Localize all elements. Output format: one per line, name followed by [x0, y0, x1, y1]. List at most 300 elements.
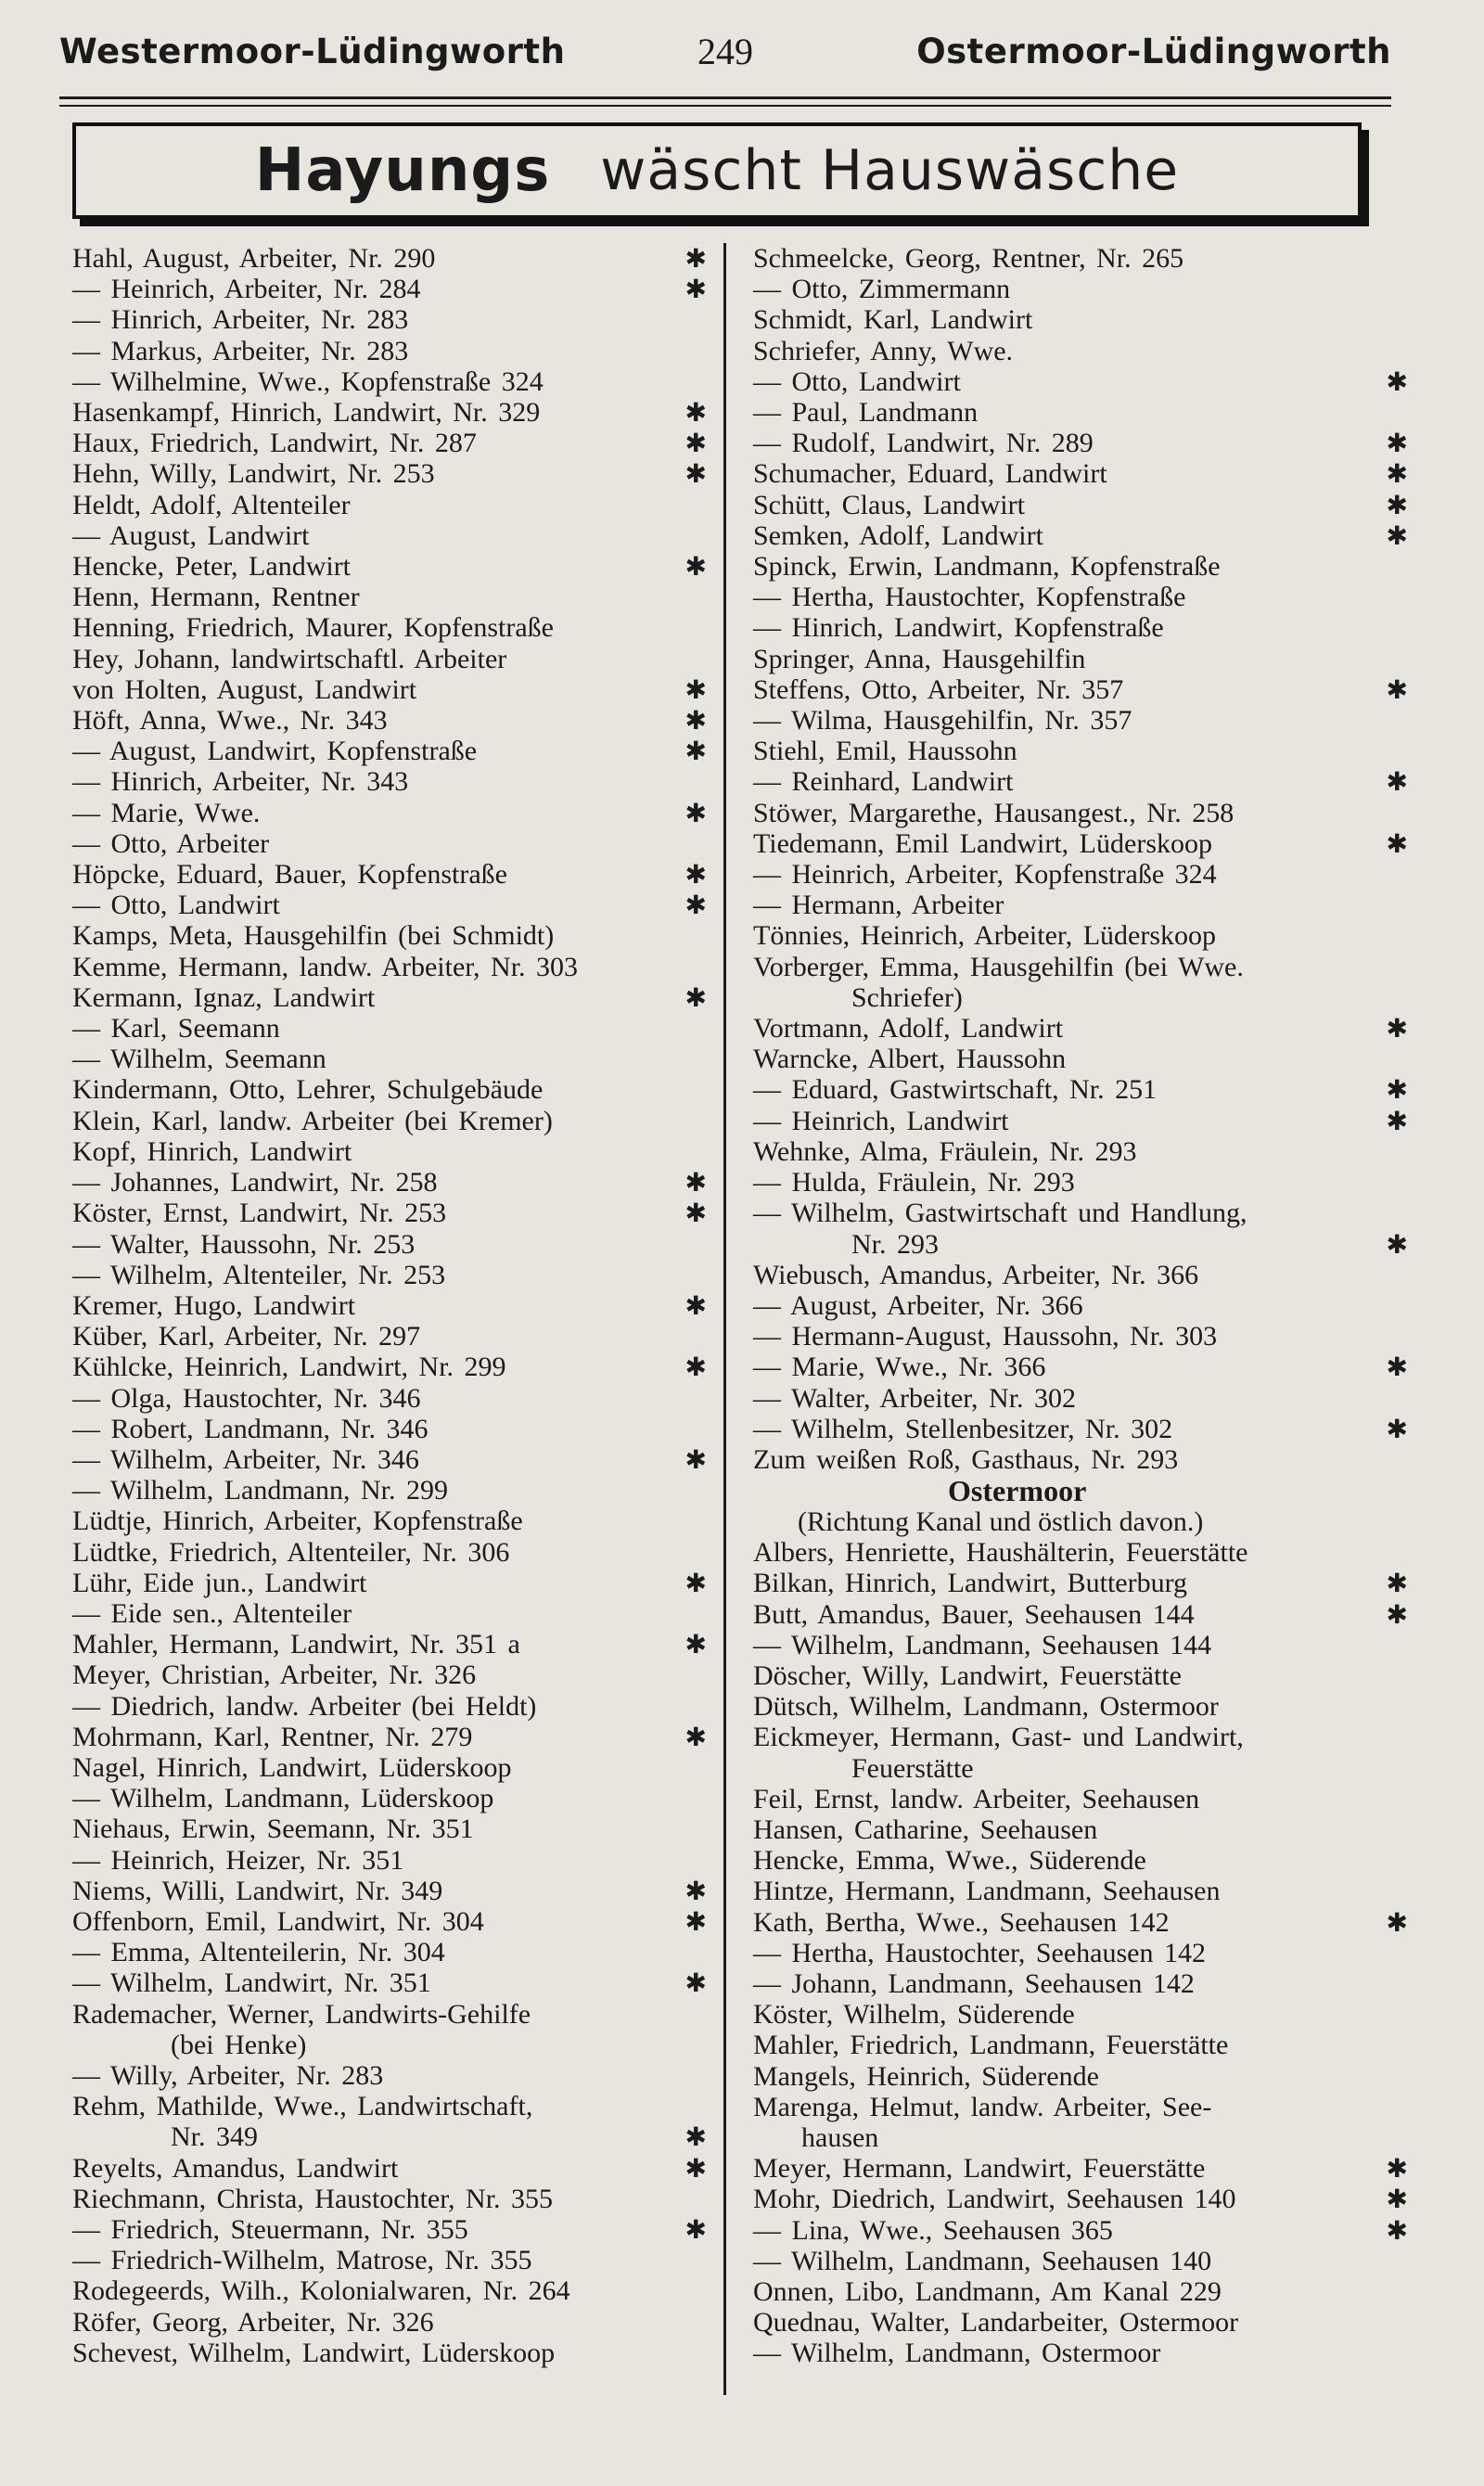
directory-entry — [753, 2307, 1417, 2338]
entry-text: — Walter, Haussohn, Nr. 253 — [72, 1228, 416, 1260]
entry-text: — Friedrich-Wilhelm, Matrose, Nr. 355 — [72, 2245, 532, 2276]
entry-text: — August, Arbeiter, Nr. 366 — [753, 1289, 1083, 1321]
page-header — [59, 26, 1391, 78]
entry-text: — Wilhelm, Landmann, Ostermoor — [753, 2338, 1161, 2369]
entry-text: — Johannes, Landwirt, Nr. 258 — [72, 1167, 438, 1198]
entry-text: — Hertha, Haustochter, Kopfenstraße — [753, 582, 1186, 613]
entry-text: Vorberger, Emma, Hausgehilfin (bei Wwe. — [753, 951, 1244, 982]
directory-entry — [753, 952, 1417, 982]
star-marker-icon: ✱ — [684, 1875, 707, 1906]
entry-text: Springer, Anna, Hausgehilfin — [753, 643, 1086, 674]
entry-text: — Hertha, Haustochter, Seehausen 142 — [753, 1937, 1206, 1968]
star-marker-icon: ✱ — [1386, 519, 1408, 551]
star-marker-icon: ✱ — [1386, 2153, 1408, 2185]
entry-text: Haux, Friedrich, Landwirt, Nr. 287 — [72, 428, 477, 459]
directory-entry — [753, 859, 1417, 890]
directory-entry — [753, 674, 1417, 705]
directory-entry — [72, 890, 712, 920]
entry-text: — Wilhelm, Landmann, Seehausen 144 — [753, 1629, 1212, 1660]
directory-entry — [72, 1876, 712, 1906]
directory-entry — [72, 1537, 712, 1568]
directory-entry — [753, 1321, 1417, 1352]
directory-entry — [753, 397, 1417, 428]
ad-brand-name: Hayungs — [254, 136, 551, 205]
directory-entry — [753, 1876, 1417, 1906]
directory-entry — [72, 1444, 712, 1475]
entry-text: Spinck, Erwin, Landmann, Kopfenstraße — [753, 551, 1221, 583]
entry-text: — Heinrich, Arbeiter, Kopfenstraße 324 — [753, 859, 1217, 891]
entry-text: Kremer, Hugo, Landwirt — [72, 1289, 356, 1321]
directory-entry-continuation — [753, 2122, 1417, 2153]
directory-entry — [753, 243, 1417, 274]
directory-entry — [753, 2276, 1417, 2307]
entry-text: Onnen, Libo, Landmann, Am Kanal 229 — [753, 2276, 1222, 2307]
entry-text: Schütt, Claus, Landwirt — [753, 489, 1025, 520]
star-marker-icon: ✱ — [1386, 489, 1408, 520]
entry-text: Zum weißen Roß, Gasthaus, Nr. 293 — [753, 1443, 1179, 1475]
entry-text: von Holten, August, Landwirt — [72, 673, 417, 705]
star-marker-icon: ✱ — [1386, 1013, 1408, 1044]
entry-text: — Reinhard, Landwirt — [753, 766, 1014, 798]
directory-entry — [753, 920, 1417, 951]
entry-text: Küber, Karl, Arbeiter, Nr. 297 — [72, 1321, 421, 1352]
directory-entry — [753, 2153, 1417, 2184]
section-subheading: (Richtung Kanal und östlich davon.) — [798, 1506, 1204, 1538]
directory-entry — [72, 1568, 712, 1598]
directory-entry — [72, 1290, 712, 1321]
header-rule-top — [59, 96, 1391, 99]
entry-text: Niems, Willi, Landwirt, Nr. 349 — [72, 1875, 443, 1906]
entry-text: — August, Landwirt — [72, 519, 310, 551]
entry-text: Kath, Bertha, Wwe., Seehausen 142 — [753, 1906, 1170, 1938]
star-marker-icon: ✱ — [684, 2152, 707, 2184]
star-marker-icon: ✱ — [684, 1198, 707, 1229]
directory-entry — [72, 982, 712, 1013]
directory-entry — [72, 1044, 712, 1074]
star-marker-icon: ✱ — [1386, 766, 1408, 798]
entry-text: — Olga, Haustochter, Nr. 346 — [72, 1382, 421, 1414]
entry-text: Quednau, Walter, Landarbeiter, Ostermoor — [753, 2307, 1239, 2339]
directory-entry — [753, 1013, 1417, 1044]
entry-text: Bilkan, Hinrich, Landwirt, Butterburg — [753, 1568, 1188, 1599]
star-marker-icon: ✱ — [684, 458, 707, 490]
directory-entry — [753, 1074, 1417, 1105]
directory-entry — [72, 705, 712, 736]
section-heading: Ostermoor — [948, 1474, 1087, 1508]
entry-text: — Wilhelm, Arbeiter, Nr. 346 — [72, 1443, 419, 1475]
directory-entry — [72, 1352, 712, 1382]
star-marker-icon: ✱ — [1386, 1352, 1408, 1383]
entry-text: Mohrmann, Karl, Rentner, Nr. 279 — [72, 1721, 473, 1752]
star-marker-icon: ✱ — [684, 243, 707, 274]
directory-entry — [72, 1506, 712, 1536]
entry-text: Lühr, Eide jun., Landwirt — [72, 1567, 367, 1598]
directory-entry — [753, 1814, 1417, 1845]
directory-entry-continuation — [753, 1753, 1417, 1784]
directory-entry — [753, 1260, 1417, 1290]
entry-text: — Wilhelm, Gastwirtschaft und Handlung, — [753, 1198, 1247, 1229]
directory-entry — [753, 2246, 1417, 2276]
star-marker-icon: ✱ — [1386, 1105, 1408, 1136]
directory-entry — [72, 1414, 712, 1444]
entry-text: Schumacher, Eduard, Landwirt — [753, 458, 1107, 490]
entry-text: Döscher, Willy, Landwirt, Feuerstätte — [753, 1659, 1182, 1691]
directory-entry — [753, 2184, 1417, 2214]
entry-text: — Lina, Wwe., Seehausen 365 — [753, 2214, 1113, 2246]
star-marker-icon: ✱ — [1386, 1413, 1408, 1444]
entry-text: — Johann, Landmann, Seehausen 142 — [753, 1967, 1195, 1999]
directory-entry — [72, 520, 712, 551]
directory-entry — [72, 1475, 712, 1506]
entry-text: Stiehl, Emil, Haussohn — [753, 736, 1017, 767]
star-marker-icon: ✱ — [684, 1352, 707, 1383]
entry-text: Rehm, Mathilde, Wwe., Landwirtschaft, — [72, 2091, 533, 2122]
directory-entry-continuation — [72, 2030, 712, 2060]
directory-entry — [753, 1630, 1417, 1660]
entry-text: Schriefer) — [851, 981, 963, 1013]
directory-entry — [753, 304, 1417, 335]
entry-text: Stöwer, Margarethe, Hausangest., Nr. 258 — [753, 797, 1235, 828]
directory-entry — [753, 798, 1417, 828]
ad-slogan: wäscht Hauswäsche — [600, 138, 1180, 203]
directory-entry — [72, 920, 712, 951]
star-marker-icon: ✱ — [684, 1721, 707, 1752]
entry-text: — Otto, Landwirt — [753, 365, 961, 397]
directory-entry — [72, 458, 712, 489]
entry-text: — Eide sen., Altenteiler — [72, 1597, 352, 1629]
directory-entry — [753, 1599, 1417, 1630]
entry-text: — Wilhelm, Landwirt, Nr. 351 — [72, 1967, 431, 1999]
directory-entry — [72, 1967, 712, 1998]
directory-entry — [753, 2061, 1417, 2092]
directory-entry — [753, 705, 1417, 736]
directory-entry — [72, 644, 712, 674]
directory-entry — [753, 336, 1417, 366]
star-marker-icon: ✱ — [1386, 2184, 1408, 2215]
entry-text: Kühlcke, Heinrich, Landwirt, Nr. 299 — [72, 1352, 506, 1383]
star-marker-icon: ✱ — [684, 551, 707, 583]
advertisement-banner — [72, 122, 1362, 219]
entry-text: Tiedemann, Emil Landwirt, Lüderskoop — [753, 827, 1212, 859]
entry-text: Lüdtke, Friedrich, Altenteiler, Nr. 306 — [72, 1536, 510, 1568]
star-marker-icon: ✱ — [684, 890, 707, 921]
entry-text: Hehn, Willy, Landwirt, Nr. 253 — [72, 458, 435, 490]
entry-text: — Otto, Landwirt — [72, 890, 280, 921]
directory-entry — [72, 1013, 712, 1044]
directory-entry — [753, 1444, 1417, 1475]
directory-entry — [753, 1537, 1417, 1568]
entry-text: — Wilhelm, Landmann, Seehausen 140 — [753, 2245, 1212, 2276]
entry-text: — Heinrich, Arbeiter, Nr. 284 — [72, 274, 421, 305]
directory-entry — [753, 582, 1417, 612]
entry-text: — Rudolf, Landwirt, Nr. 289 — [753, 428, 1094, 459]
entry-text: Henn, Hermann, Rentner — [72, 582, 360, 613]
directory-entry — [72, 1167, 712, 1198]
directory-entry — [72, 612, 712, 643]
directory-entry — [72, 274, 712, 304]
directory-entry — [753, 1136, 1417, 1167]
directory-entry — [72, 1691, 712, 1722]
directory-entry — [72, 2091, 712, 2121]
star-marker-icon: ✱ — [1386, 1598, 1408, 1630]
left-column-list — [72, 243, 712, 2368]
entry-text: Marenga, Helmut, landw. Arbeiter, See- — [753, 2091, 1212, 2122]
directory-entry — [753, 1352, 1417, 1382]
entry-text: Rademacher, Werner, Landwirts-Gehilfe — [72, 1998, 531, 2030]
directory-entry — [72, 1198, 712, 1228]
directory-entry — [753, 1907, 1417, 1938]
directory-entry — [72, 304, 712, 335]
star-marker-icon: ✱ — [1386, 428, 1408, 459]
star-marker-icon: ✱ — [684, 1289, 707, 1321]
star-marker-icon: ✱ — [684, 274, 707, 305]
directory-entry — [753, 766, 1417, 797]
star-marker-icon: ✱ — [684, 2121, 707, 2153]
entry-text: Schevest, Wilhelm, Landwirt, Lüderskoop — [72, 2337, 556, 2368]
directory-entry — [72, 551, 712, 582]
directory-entry — [72, 1659, 712, 1690]
entry-text: Klein, Karl, landw. Arbeiter (bei Kremer) — [72, 1105, 553, 1136]
entry-text: — August, Landwirt, Kopfenstraße — [72, 736, 478, 767]
entry-text: — Hinrich, Landwirt, Kopfenstraße — [753, 612, 1164, 644]
star-marker-icon: ✱ — [684, 673, 707, 705]
entry-text: — Hermann, Arbeiter — [753, 890, 1004, 921]
directory-entry — [753, 1568, 1417, 1598]
directory-entry — [72, 1260, 712, 1290]
entry-text: Höft, Anna, Wwe., Nr. 343 — [72, 705, 388, 737]
star-marker-icon: ✱ — [1386, 2214, 1408, 2246]
directory-entry — [753, 1044, 1417, 1074]
entry-text: — Hinrich, Arbeiter, Nr. 343 — [72, 766, 409, 798]
entry-text: — Wilhelm, Landmann, Nr. 299 — [72, 1475, 449, 1506]
entry-text: — Wilhelmine, Wwe., Kopfenstraße 324 — [72, 365, 544, 397]
entry-text: Hencke, Emma, Wwe., Süderende — [753, 1845, 1146, 1877]
entry-text: — Otto, Arbeiter — [72, 827, 270, 859]
directory-entry — [753, 644, 1417, 674]
column-divider — [723, 243, 726, 2395]
directory-entry — [72, 2184, 712, 2214]
entry-text: — Wilhelm, Seemann — [72, 1044, 326, 1075]
star-marker-icon: ✱ — [684, 1167, 707, 1198]
entry-text: Lüdtje, Hinrich, Arbeiter, Kopfenstraße — [72, 1506, 523, 1537]
entry-text: Schriefer, Anny, Wwe. — [753, 335, 1014, 366]
directory-entry — [72, 336, 712, 366]
directory-entry — [72, 1752, 712, 1783]
directory-entry — [753, 428, 1417, 458]
directory-entry — [753, 1968, 1417, 1999]
page-number: 249 — [697, 31, 753, 72]
directory-entry — [72, 1783, 712, 1813]
entry-text: Höpcke, Eduard, Bauer, Kopfenstraße — [72, 859, 507, 891]
directory-entry — [753, 551, 1417, 582]
entry-text: Tönnies, Heinrich, Arbeiter, Lüderskoop — [753, 920, 1217, 952]
entry-text: Kermann, Ignaz, Landwirt — [72, 981, 376, 1013]
entry-text: — Wilhelm, Stellenbesitzer, Nr. 302 — [753, 1413, 1173, 1444]
directory-entry — [72, 798, 712, 828]
directory-entry — [753, 2215, 1417, 2246]
entry-text: — Heinrich, Heizer, Nr. 351 — [72, 1844, 404, 1876]
star-marker-icon: ✱ — [1386, 1906, 1408, 1938]
directory-entry — [72, 1813, 712, 1844]
entry-text: Henning, Friedrich, Maurer, Kopfenstraße — [72, 612, 554, 644]
directory-entry — [753, 612, 1417, 643]
directory-entry — [72, 1598, 712, 1629]
directory-entry — [72, 2338, 712, 2368]
directory-entry — [753, 520, 1417, 551]
directory-entry — [753, 1660, 1417, 1691]
directory-entry — [72, 674, 712, 705]
entry-text: Feuerstätte — [851, 1752, 974, 1784]
entry-text: — Robert, Landmann, Nr. 346 — [72, 1413, 429, 1444]
star-marker-icon: ✱ — [684, 981, 707, 1013]
entry-text: Dütsch, Wilhelm, Landmann, Ostermoor — [753, 1691, 1219, 1723]
directory-entry — [753, 366, 1417, 397]
directory-entry — [72, 366, 712, 397]
entry-text: — Wilma, Hausgehilfin, Nr. 357 — [753, 705, 1132, 737]
directory-entry — [72, 2214, 712, 2245]
star-marker-icon: ✱ — [684, 1567, 707, 1598]
entry-text: Warncke, Albert, Haussohn — [753, 1044, 1067, 1075]
star-marker-icon: ✱ — [1386, 1228, 1408, 1260]
directory-entry — [753, 1999, 1417, 2030]
entry-text: — Walter, Arbeiter, Nr. 302 — [753, 1382, 1077, 1414]
star-marker-icon: ✱ — [684, 859, 707, 891]
directory-entry — [72, 1321, 712, 1352]
directory-entry — [72, 1229, 712, 1260]
directory-entry — [72, 1106, 712, 1136]
directory-entry — [753, 2338, 1417, 2368]
entry-text: Meyer, Christian, Arbeiter, Nr. 326 — [72, 1659, 477, 1691]
header-rule-bottom — [59, 105, 1391, 107]
star-marker-icon: ✱ — [1386, 1074, 1408, 1106]
directory-entry — [72, 766, 712, 797]
star-marker-icon: ✱ — [684, 397, 707, 429]
directory-entry — [753, 1845, 1417, 1876]
directory-entry — [72, 2060, 712, 2091]
directory-entry — [72, 1937, 712, 1967]
directory-entry — [72, 397, 712, 428]
directory-entry — [72, 243, 712, 274]
entry-text: — Friedrich, Steuermann, Nr. 355 — [72, 2214, 468, 2245]
directory-entry — [753, 1938, 1417, 1968]
star-marker-icon: ✱ — [684, 705, 707, 737]
directory-entry — [753, 1414, 1417, 1444]
entry-text: — Wilhelm, Altenteiler, Nr. 253 — [72, 1259, 446, 1290]
entry-text: — Willy, Arbeiter, Nr. 283 — [72, 2059, 384, 2091]
entry-text: — Wilhelm, Landmann, Lüderskoop — [72, 1783, 494, 1814]
entry-text: Semken, Adolf, Landwirt — [753, 519, 1043, 551]
entry-text: Feil, Ernst, landw. Arbeiter, Seehausen — [753, 1783, 1200, 1814]
entry-text: — Emma, Altenteilerin, Nr. 304 — [72, 1937, 445, 1968]
directory-entry — [753, 2092, 1417, 2122]
directory-entry — [72, 428, 712, 458]
star-marker-icon: ✱ — [1386, 1568, 1408, 1599]
directory-entry-continuation — [753, 1229, 1417, 1260]
right-column-list — [753, 243, 1417, 2369]
entry-text: Nagel, Hinrich, Landwirt, Lüderskoop — [72, 1751, 512, 1783]
directory-entry — [72, 1074, 712, 1105]
directory-entry — [753, 1167, 1417, 1198]
entry-text: Hasenkampf, Hinrich, Landwirt, Nr. 329 — [72, 397, 541, 429]
directory-entry — [753, 2030, 1417, 2060]
directory-entry — [72, 490, 712, 520]
star-marker-icon: ✱ — [684, 1967, 707, 1999]
entry-text: Hahl, August, Arbeiter, Nr. 290 — [72, 243, 436, 274]
directory-entry — [72, 582, 712, 612]
entry-text: Heldt, Adolf, Altenteiler — [72, 489, 351, 520]
directory-entry — [753, 1722, 1417, 1752]
star-marker-icon: ✱ — [684, 1443, 707, 1475]
entry-text: Offenborn, Emil, Landwirt, Nr. 304 — [72, 1905, 484, 1937]
entry-text: — Otto, Zimmermann — [753, 274, 1011, 305]
entry-text: Meyer, Hermann, Landwirt, Feuerstätte — [753, 2153, 1206, 2185]
entry-text: — Eduard, Gastwirtschaft, Nr. 251 — [753, 1074, 1158, 1106]
directory-entry — [72, 2245, 712, 2275]
entry-text: Butt, Amandus, Bauer, Seehausen 144 — [753, 1598, 1195, 1630]
entry-text: Kopf, Hinrich, Landwirt — [72, 1135, 352, 1167]
entry-text: Eickmeyer, Hermann, Gast- und Landwirt, — [753, 1722, 1244, 1753]
entry-text: — Diedrich, landw. Arbeiter (bei Heldt) — [72, 1690, 537, 1722]
entry-text: Rodegeerds, Wilh., Kolonialwaren, Nr. 264 — [72, 2275, 570, 2307]
header-left-locality: Westermoor-Lüdingworth — [59, 32, 566, 71]
star-marker-icon: ✱ — [1386, 827, 1408, 859]
directory-entry — [753, 828, 1417, 859]
star-marker-icon: ✱ — [684, 428, 707, 459]
directory-entry — [72, 2275, 712, 2306]
entry-text: — Karl, Seemann — [72, 1013, 280, 1044]
star-marker-icon: ✱ — [684, 1905, 707, 1937]
entry-text: — Markus, Arbeiter, Nr. 283 — [72, 335, 409, 366]
entry-text: Kamps, Meta, Hausgehilfin (bei Schmidt) — [72, 920, 555, 952]
star-marker-icon: ✱ — [684, 2214, 707, 2245]
directory-entry — [72, 736, 712, 766]
directory-entry — [72, 2307, 712, 2338]
header-right-locality: Ostermoor-Lüdingworth — [916, 32, 1391, 71]
entry-text: Mahler, Friedrich, Landmann, Feuerstätte — [753, 2030, 1229, 2061]
entry-text: — Paul, Landmann — [753, 397, 979, 429]
directory-entry — [753, 1784, 1417, 1814]
directory-entry — [72, 1383, 712, 1414]
entry-text: Nr. 293 — [851, 1228, 939, 1260]
entry-text: Mangels, Heinrich, Süderende — [753, 2060, 1099, 2092]
star-marker-icon: ✱ — [1386, 365, 1408, 397]
entry-text: Kindermann, Otto, Lehrer, Schulgebäude — [72, 1074, 544, 1106]
entry-text: Hansen, Catharine, Seehausen — [753, 1813, 1098, 1845]
entry-text: Schmeelcke, Georg, Rentner, Nr. 265 — [753, 243, 1184, 274]
entry-text: (bei Henke) — [171, 2029, 307, 2060]
directory-entry — [72, 1722, 712, 1752]
entry-text: Steffens, Otto, Arbeiter, Nr. 357 — [753, 673, 1124, 705]
directory-entry — [753, 1106, 1417, 1136]
entry-text: Kemme, Hermann, landw. Arbeiter, Nr. 303 — [72, 951, 579, 982]
entry-text: Röfer, Georg, Arbeiter, Nr. 326 — [72, 2306, 434, 2338]
directory-entry — [753, 458, 1417, 489]
star-marker-icon: ✱ — [684, 797, 707, 828]
directory-entry — [753, 1290, 1417, 1321]
directory-entry — [72, 1136, 712, 1167]
directory-entry-continuation — [753, 982, 1417, 1013]
directory-entry — [72, 828, 712, 859]
entry-text: Albers, Henriette, Haushälterin, Feuerstätte — [753, 1537, 1248, 1569]
directory-entry — [72, 1845, 712, 1876]
directory-entry — [753, 1198, 1417, 1228]
entry-text: Mohr, Diedrich, Landwirt, Seehausen 140 — [753, 2184, 1236, 2215]
directory-entry — [753, 1691, 1417, 1722]
entry-text: — Marie, Wwe. — [72, 797, 261, 828]
entry-text: Köster, Wilhelm, Süderende — [753, 1999, 1075, 2031]
directory-entry — [72, 2153, 712, 2184]
star-marker-icon: ✱ — [684, 736, 707, 767]
